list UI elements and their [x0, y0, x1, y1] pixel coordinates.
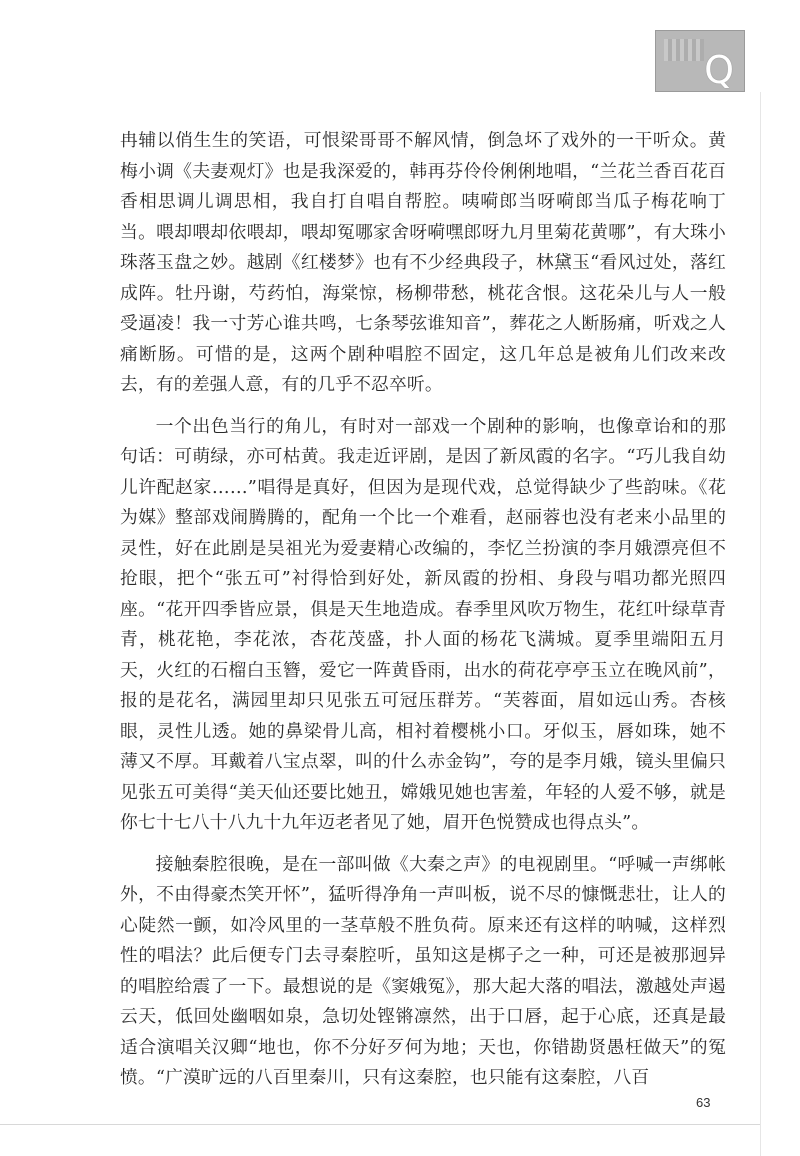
page-number: 63 [696, 1095, 711, 1110]
paragraph-2: 一个出色当行的角儿，有时对一部戏一个剧种的影响，也像章诒和的那句话：可萌绿，亦可枯黄。我走近评剧，是因了新凤霞的名字。“巧儿我自幼儿许配赵家……”唱得是真好，但因为是现代戏，总觉得缺少了些韵味。《花为媒》整部戏闹腾腾的，配角一个比一个难看，赵丽蓉也没有老来小品里的灵性，好在此剧是吴祖光为爱妻精心改编的，李忆兰扮演的李月娥漂亮但不抢眼，把个“张五可”衬得恰到好处，新凤霞的扮相、身段与唱功都光照四座。“花开四季皆应景，俱是天生地造成。春季里风吹万物生，花红叶绿草青青，桃花艳，李花浓，杏花茂盛，扑人面的杨花飞满城。夏季里端阳五月天，火红的石榴白玉簪，爱它一阵黄昏雨，出水的荷花亭亭玉立在晚风前”，报的是花名，满园里却只见张五可冠压群芳。“芙蓉面，眉如远山秀。杏核眼，灵性儿透。她的鼻梁骨儿高，相衬着樱桃小口。牙似玉，唇如珠，她不薄又不厚。耳戴着八宝点翠，叫的什么赤金钩”，夸的是李月娥，镜头里偏只见张五可美得“美天仙还要比她丑，嫦娥见她也害羞，年轻的人爱不够，就是你七十七八十八九十九年迈老者见了她，眉开色悦赞成也得点头”。 [120, 415, 726, 833]
badge-mosaic-pattern [664, 39, 704, 61]
body-text [120, 126, 726, 1094]
paragraph-1: 冉辅以俏生生的笑语，可恨梁哥哥不解风情，倒急坏了戏外的一干听众。黄梅小调《夫妻观灯》也是我深爱的，韩再芬伶伶俐俐地唱，“兰花兰香百花百香相思调儿调思相，我自打自唱自帮腔。咦嗬郎当呀嗬郎当瓜子梅花响丁当。喂却喂却依喂却，喂却冤哪家舍呀嗬嘿郎呀九月里菊花黄哪”，有大珠小珠落玉盘之妙。越剧《红楼梦》也有不少经典段子，林黛玉“看风过处，落红成阵。牡丹谢，芍药怕，海棠惊，杨柳带愁，桃花含恨。这花朵儿与人一般受逼凌！我一寸芳心谁共鸣，七条琴弦谁知音”，葬花之人断肠痛，听戏之人痛断肠。可惜的是，这两个剧种唱腔不固定，这几年总是被角儿们改来改去，有的差强人意，有的几乎不忍卒听。 [120, 130, 726, 395]
bottom-rule [0, 1124, 760, 1125]
chapter-corner-badge [655, 30, 745, 92]
right-margin-rule [760, 92, 761, 1156]
paragraph-3: 接触秦腔很晚，是在一部叫做《大秦之声》的电视剧里。“呼喊一声绑帐外，不由得豪杰笑开怀”，猛听得净角一声叫板，说不尽的慷慨悲壮，让人的心陡然一颤，如冷风里的一茎草般不胜负荷。原来还有这样的呐喊，这样烈性的唱法？此后便专门去寻秦腔听，虽知这是梆子之一种，可还是被那迥异的唱腔给震了一下。最想说的是《窦娥冤》，那大起大落的唱法，激越处声遏云天，低回处幽咽如泉，急切处铿锵凛然，出于口唇，起于心底，还真是最适合演唱关汉卿“地也，你不分好歹何为地；天也，你错勘贤愚枉做天”的冤愤。“广漠旷远的八百里秦川，只有这秦腔，也只能有这秦腔，八百 [120, 853, 726, 1088]
badge-letter: Q [704, 48, 734, 92]
